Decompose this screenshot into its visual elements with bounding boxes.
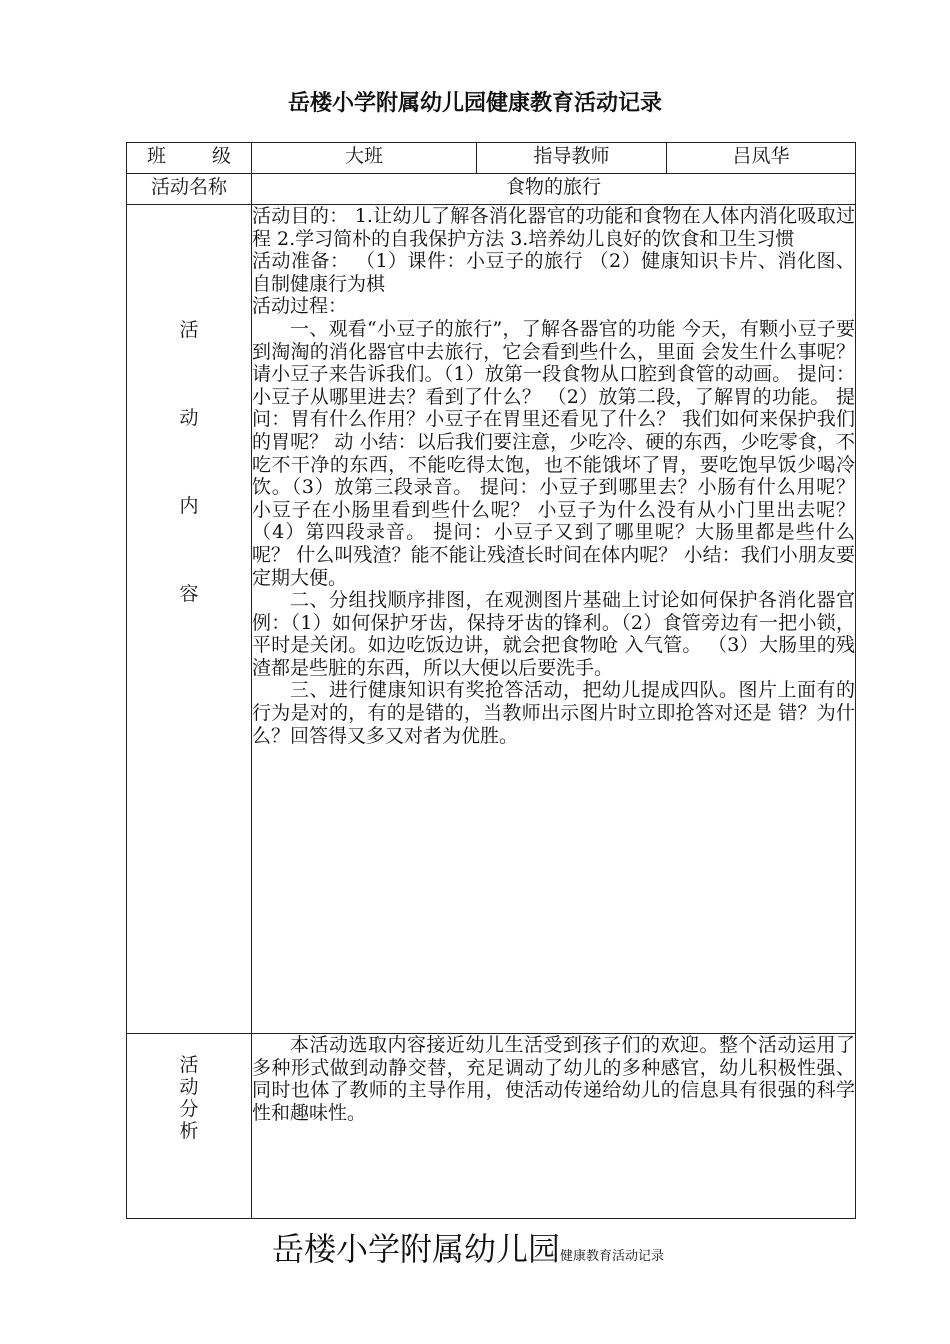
analysis-side-char: 分 [179,1098,199,1120]
content-side-char: 活 [179,319,199,341]
content-row [127,205,856,1034]
analysis-side-char: 活 [179,1054,199,1076]
teacher-label: 指导教师 [477,143,667,174]
content-paragraph: 活动目的： 1.让幼儿了解各消化器官的功能和食物在人体内消化吸取过程 2.学习简朴的自我保护方法 3.培养幼儿良好的饮食和卫生习惯 [252,205,855,250]
page-title: 岳楼小学附属幼儿园健康教育活动记录 [287,91,662,116]
analysis-row [127,1034,856,1219]
footer-doc-name: 健康教育活动记录 [560,1249,665,1264]
content-paragraph: 活动过程： [252,295,348,318]
content-paragraph: 三、进行健康知识有奖抢答活动，把幼儿提成四队。图片上面有的行为是对的，有的是错的，当教师出示图片时立即抢答对还是 错？为什么？回答得又多又对者为优胜。 [252,679,855,747]
analysis-paragraph: 本活动选取内容接近幼儿生活受到孩子们的欢迎。整个活动运用了多种形式做到动静交替，充足调动了幼儿的多种感官，幼儿积极性强、 同时也体了教师的主导作用，使活动传递给幼儿的信息具有很强的科学性和趣味性。 [252,1034,855,1124]
analysis-side-char: 动 [179,1076,199,1098]
analysis-side-label [127,1034,252,1219]
content-body [252,205,856,1034]
content-paragraph: 二、分组找顺序排图，在观测图片基础上讨论如何保护各消化器官 例：（1）如何保护牙齿，保持牙齿的锋利。（2）食管旁边有一把小锁，平时是关闭。如边吃饭边讲，就会把食物呛 入气管。 （3）大肠里的残渣都是些脏的东西，所以大便以后要洗手。 [252,589,855,679]
page-footer [272,1224,664,1270]
activity-name-row [127,174,856,205]
class-value: 大班 [252,143,477,174]
content-paragraph: 一、观看“小豆子的旅行”，了解各器官的功能 今天，有颗小豆子要到淘淘的消化器官中去旅行，它会看到些什么，里面 会发生什么事呢？请小豆子来告诉我们。（1）放第一段食物从口腔到食管的动画。 提问：小豆子从哪里进去？看到了什么？ （2）放第二段，了解胃的功能。 提问：胃有什么作用？小豆子在胃里还看见了什么？ 我们如何来保护我们的胃呢？ 动 小结：以后我们要注意，少吃冷、硬的东西，少吃零食，不吃不干净的东西，不能吃得太饱，也不能饿坏了胃，要吃饱早饭少喝冷饮。（3）放第三段录音。 提问：小豆子到哪里去？小肠有什么用呢？ 小豆子在小肠里看到些什么呢？ 小豆子为什么没有从小门里出去呢？ （4）第四段录音。 提问：小豆子又到了哪里呢？大肠里都是些什么呢？ 什么叫残渣？能不能让残渣长时间在体内呢？ 小结：我们小朋友要定期大便。 [252,317,855,589]
analysis-side-char: 析 [179,1120,199,1142]
activity-name-value: 食物的旅行 [252,174,856,205]
content-side-char: 内 [179,495,199,517]
content-side-char: 动 [179,407,199,429]
content-side-label [127,205,252,1034]
class-label-1: 班 [147,145,167,167]
analysis-body [252,1034,856,1219]
class-label-cell [127,143,252,174]
content-paragraph: 活动准备： （1）课件：小豆子的旅行 （2）健康知识卡片、消化图、自制健康行为棋 [252,250,855,295]
class-label-2: 级 [211,145,231,167]
record-table [126,142,856,1219]
teacher-value: 吕凤华 [667,143,856,174]
content-side-char: 容 [179,583,199,605]
footer-school-name: 岳楼小学附属幼儿园 [272,1230,561,1268]
header-row [127,143,856,174]
activity-name-label: 活动名称 [127,174,252,205]
